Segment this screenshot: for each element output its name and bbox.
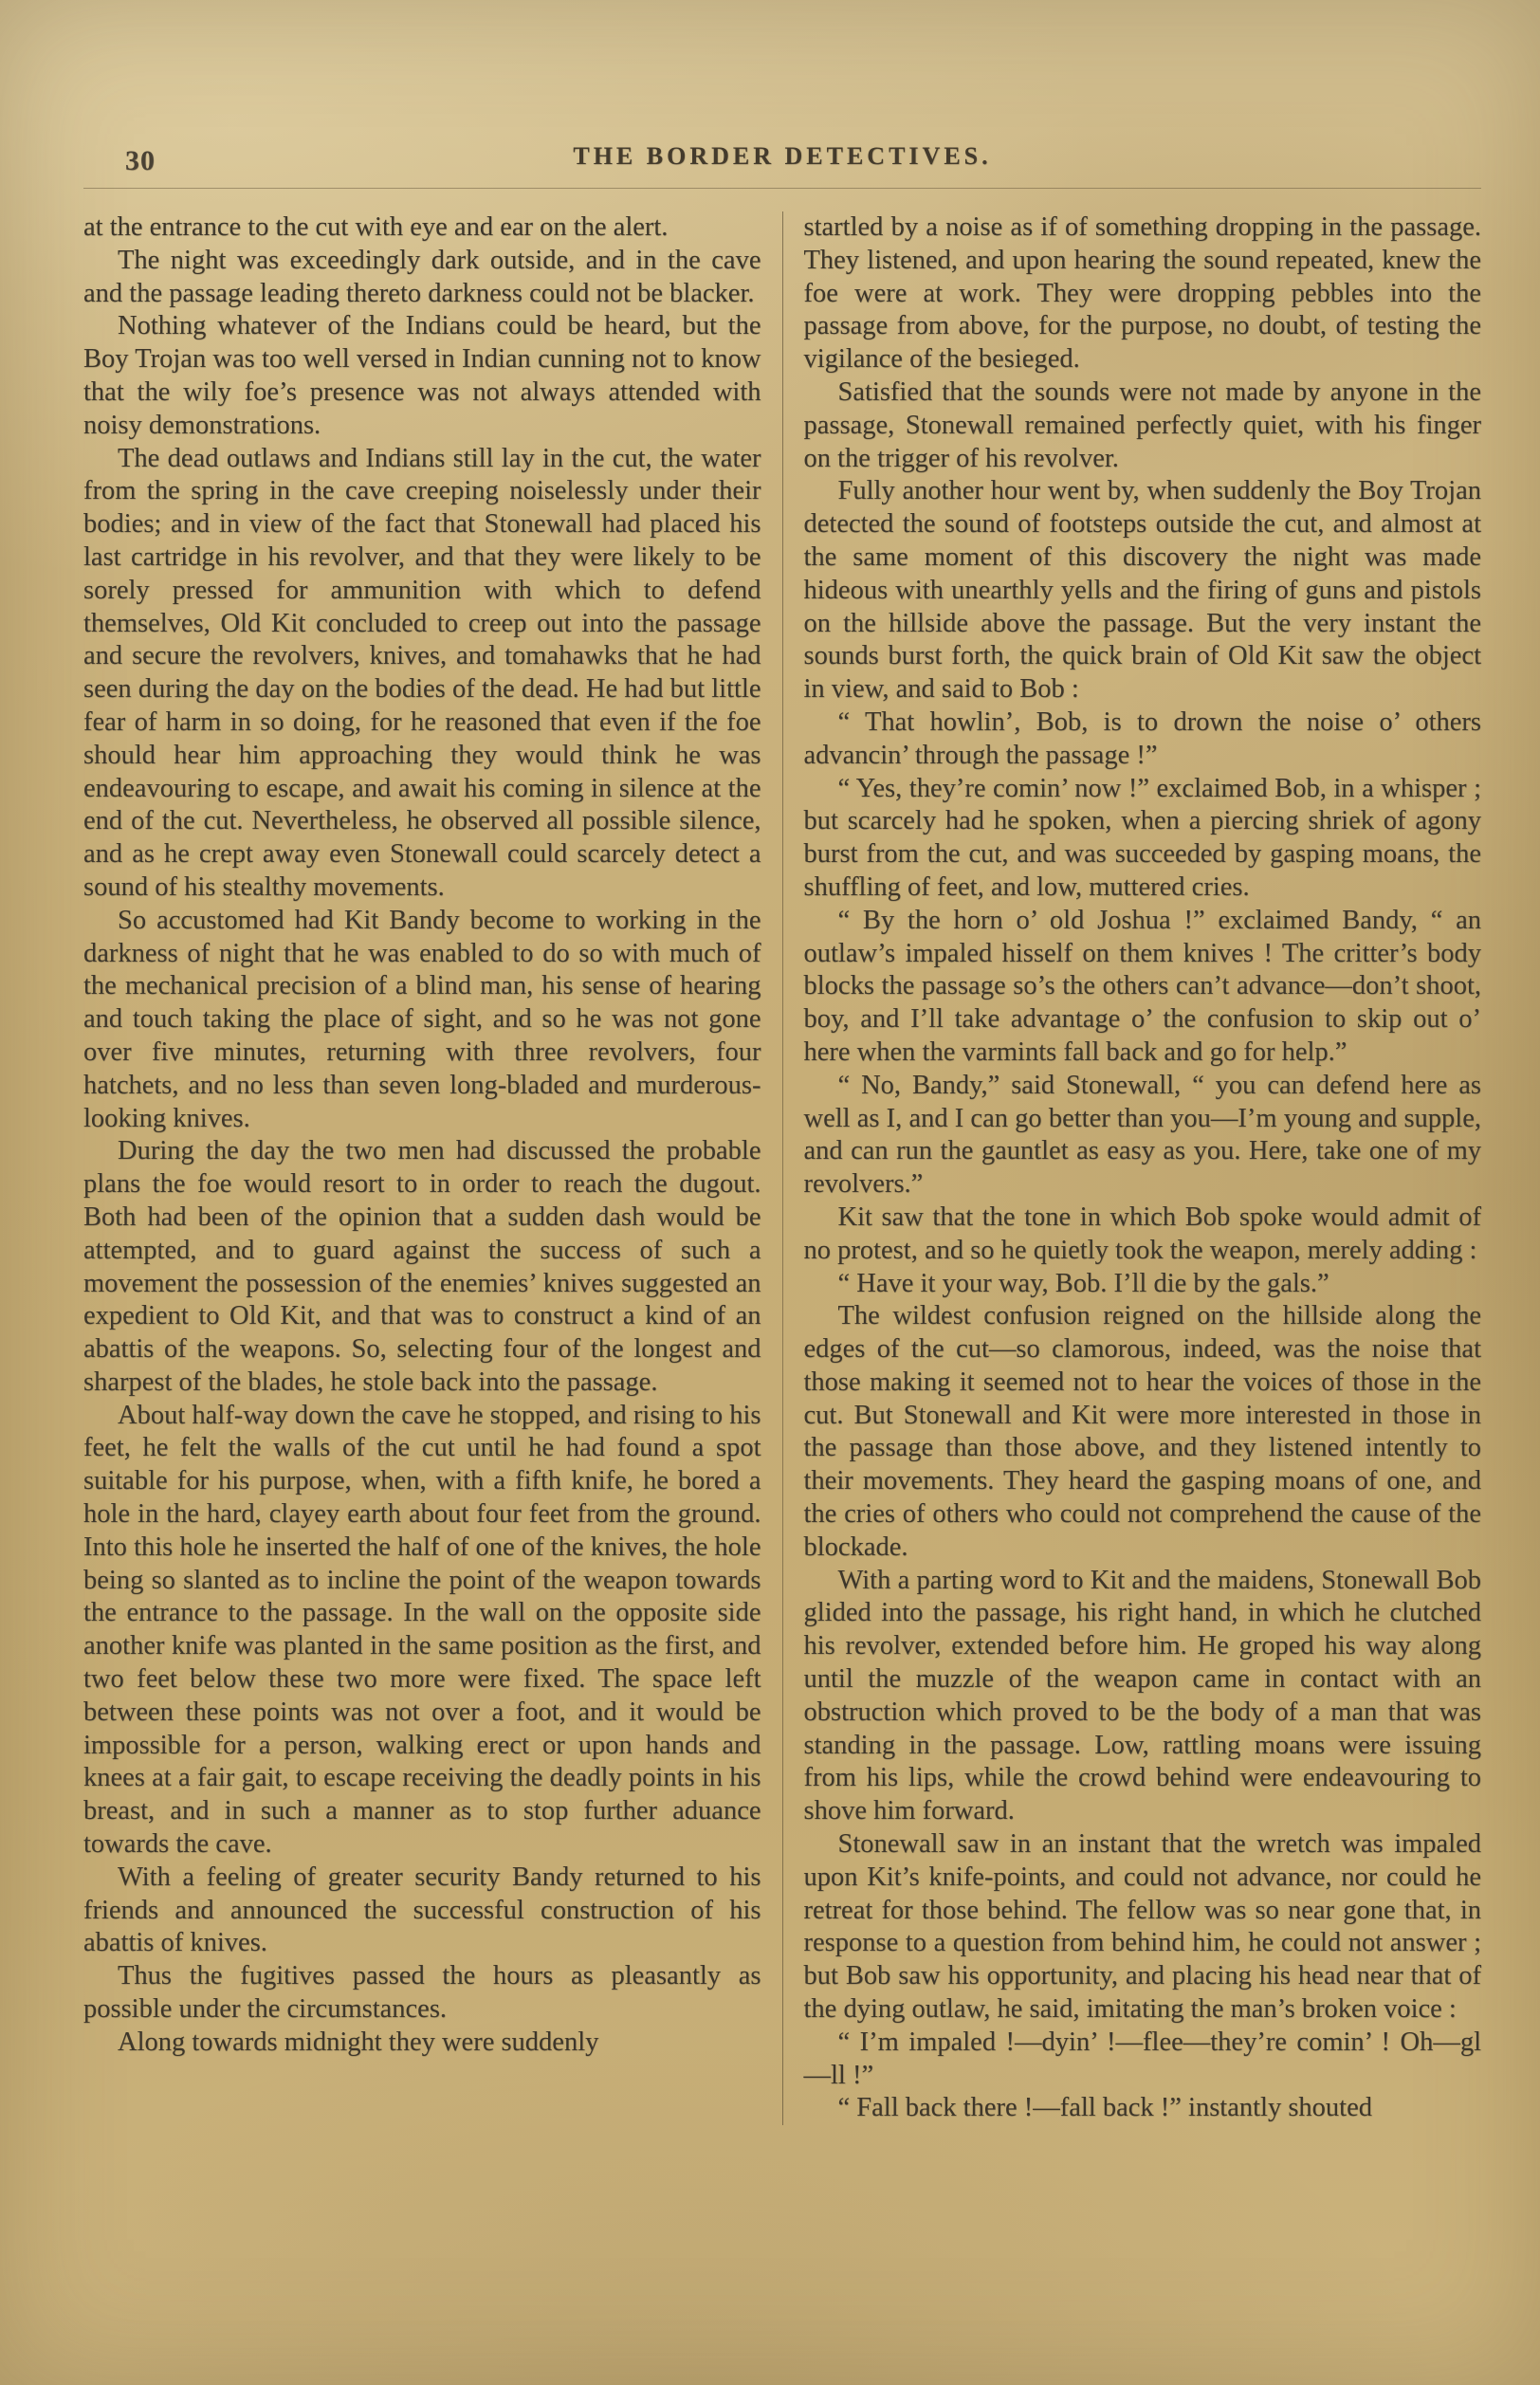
paragraph: startled by a noise as if of something dropping in the passage. They listened, and upon hearing the sound repeated, knew the foe were at work. They were dropping pebbles into the passage from above, for the purpose, no doubt, of testing the vigilance of the besieged. bbox=[803, 212, 1481, 375]
running-head bbox=[83, 142, 1481, 180]
paragraph: Satisfied that the sounds were not made by anyone in the passage, Stonewall remained perfectly quiet, with his finger on the trigger of his revolver. bbox=[803, 376, 1481, 473]
paragraph: “ That howlin’, Bob, is to drown the noise o’ others advancin’ through the passage !” bbox=[803, 706, 1481, 770]
text-columns bbox=[83, 211, 1481, 2125]
paragraph: With a feeling of greater security Bandy returned to his friends and announced the successful construction of his abattis of knives. bbox=[83, 1862, 761, 1958]
page-number: 30 bbox=[125, 145, 156, 176]
paragraph: at the entrance to the cut with eye and ear on the alert. bbox=[83, 212, 669, 242]
paragraph: Thus the fugitives passed the hours as pleasantly as possible under the circumstances. bbox=[83, 1961, 761, 2025]
paragraph: Stonewall saw in an instant that the wretch was impaled upon Kit’s knife-points, and could not advance, nor could he retreat for those behind. The fellow was so near gone that, in response to a question from behind him, he could not answer ; but Bob saw his opportunity, and placing his head near that of the dying outlaw, he said, imitating the man’s broken voice : bbox=[803, 1829, 1481, 2025]
paragraph: About half-way down the cave he stopped, and rising to his feet, he felt the walls of the cut until he had found a spot suitable for his purpose, when, with a fifth knife, he bored a hole in the hard, clayey earth about four feet from the ground. Into this hole he inserted the half of one of the knives, the hole being so slanted as to incline the point of the weapon towards the entrance to the passage. In the wall on the opposite side another knife was planted in the same position as the first, and two feet below these two more were fixed. The space left between these points was not over a foot, and it would be impossible for a person, walking erect or upon hands and knees at a fair gait, to escape receiving the deadly points in his breast, and in such a manner as to stop further aduance towards the cave. bbox=[83, 1400, 761, 1860]
paragraph: The dead outlaws and Indians still lay in the cut, the water from the spring in the cave creeping noiselessly under their bodies; and in view of the fact that Stonewall had placed his last cartridge in his revolver, and that they were likely to be sorely pressed for ammunition with which to defend themselves, Old Kit concluded to creep out into the passage and secure the revolvers, knives, and tomahawks that he had seen during the day on the bodies of the dead. He had but little fear of harm in so doing, for he reasoned that even if the foe should hear him approaching they would think he was endeavouring to escape, and await his coming in silence at the end of the cut. Nevertheless, he observed all possible silence, and as he crept away even Stonewall could scarcely detect a sound of his stealthy movements. bbox=[83, 443, 761, 902]
paragraph: The wildest confusion reigned on the hillside along the edges of the cut—so clamorous, indeed, was the noise that those making it seemed not to hear the voices of those in the cut. But Stonewall and Kit were more interested in those in the passage than those above, and they listened intently to their movements. They heard the gasping moans of one, and the cries of others who could not comprehend the cause of the blockade. bbox=[803, 1301, 1481, 1562]
paragraph: Fully another hour went by, when suddenly the Boy Trojan detected the sound of footsteps outside the cut, and almost at the same moment of this discovery the night was made hideous with unearthly yells and the firing of guns and pistols on the hillside above the passage. But the very instant the sounds burst forth, the quick brain of Old Kit saw the object in view, and said to Bob : bbox=[803, 476, 1481, 705]
paragraph: Kit saw that the tone in which Bob spoke would admit of no protest, and so he quietly took the weapon, merely adding : bbox=[803, 1202, 1481, 1265]
paragraph: So accustomed had Kit Bandy become to working in the darkness of night that he was enabled to do so with much of the mechanical precision of a blind man, his sense of hearing and touch taking the place of sight, and so he was not gone over five minutes, returning with three revolvers, four hatchets, and no less than seven long-bladed and murderous-looking knives. bbox=[83, 905, 761, 1133]
column-divider bbox=[782, 211, 783, 2125]
right-column bbox=[804, 211, 1482, 2125]
paragraph: “ I’m impaled !—dyin’ !—flee—they’re comin’ ! Oh—gl—ll !” bbox=[803, 2027, 1481, 2090]
paragraph: “ Yes, they’re comin’ now !” exclaimed Bob, in a whisper ; but scarcely had he spoken, when a piercing shriek of agony burst from the cut, and was succeeded by gasping moans, the shuffling of feet, and low, muttered cries. bbox=[803, 773, 1481, 902]
paragraph: With a parting word to Kit and the maidens, Stonewall Bob glided into the passage, his right hand, in which he clutched his revolver, extended before him. He groped his way along until the muzzle of the weapon came in contact with an obstruction which proved to be the body of a man that was standing in the passage. Low, rattling moans were issuing from his lips, while the crowd behind were endeavouring to shove him forward. bbox=[803, 1565, 1481, 1826]
paragraph: Along towards midnight they were suddenly bbox=[118, 2027, 599, 2057]
paragraph: “ By the horn o’ old Joshua !” exclaimed Bandy, “ an outlaw’s impaled hisself on them knives ! The critter’s body blocks the passage so’s the others can’t advance—don’t shoot, boy, and I’ll take advantage o’ the confusion to skip out o’ here when the varmints fall back and go for help.” bbox=[803, 905, 1481, 1067]
page-title: THE BORDER DETECTIVES. bbox=[573, 142, 992, 170]
paragraph: “ No, Bandy,” said Stonewall, “ you can defend here as well as I, and I can go better than you—I’m young and supple, and can run the gauntlet as easy as you. Here, take one of my revolvers.” bbox=[803, 1070, 1481, 1200]
paragraph: “ Have it your way, Bob. I’ll die by the gals.” bbox=[837, 1268, 1329, 1298]
paragraph: “ Fall back there !—fall back !” instantly shouted bbox=[837, 2093, 1372, 2123]
left-column bbox=[83, 211, 761, 2125]
header-rule bbox=[83, 188, 1481, 189]
paragraph: The night was exceedingly dark outside, and in the cave and the passage leading thereto darkness could not be blacker. bbox=[83, 245, 761, 308]
paragraph: During the day the two men had discussed the probable plans the foe would resort to in order to reach the dugout. Both had been of the opinion that a sudden dash would be attempted, and to guard against the success of such a movement the possession of the enemies’ knives suggested an expedient to Old Kit, and that was to construct a kind of an abattis of the weapons. So, selecting four of the longest and sharpest of the blades, he stole back into the passage. bbox=[83, 1136, 761, 1397]
paragraph: Nothing whatever of the Indians could be heard, but the Boy Trojan was too well versed in Indian cunning not to know that the wily foe’s presence was not always attended with noisy demonstrations. bbox=[83, 311, 761, 440]
